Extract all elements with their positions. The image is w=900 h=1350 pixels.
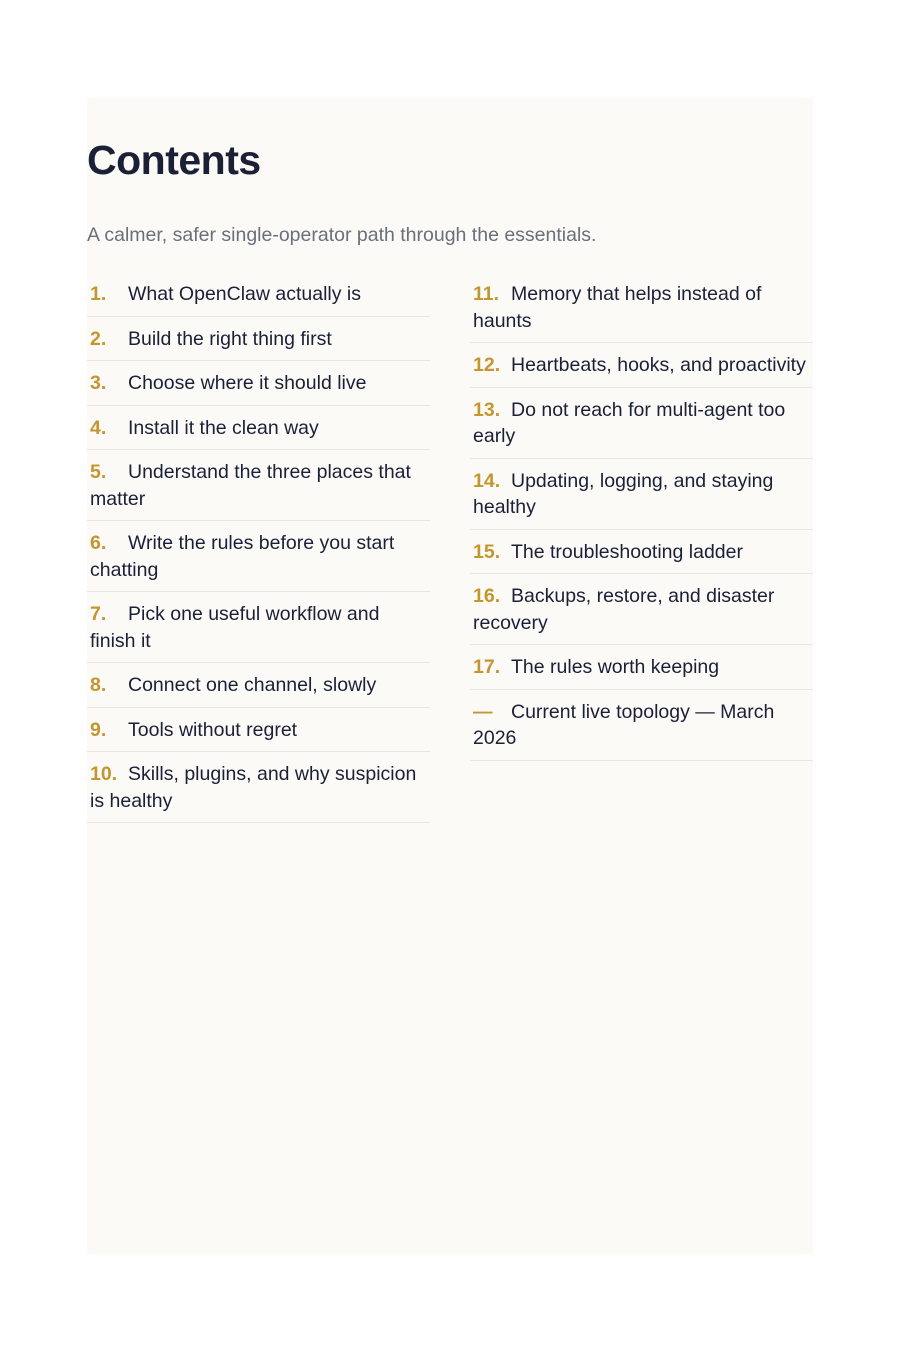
toc-item-number: 8. — [90, 674, 107, 696]
toc-item[interactable] — [87, 412, 430, 451]
toc-item[interactable] — [470, 349, 813, 388]
toc-item[interactable] — [87, 456, 430, 521]
toc-item-number: — — [473, 700, 493, 723]
toc-item[interactable] — [87, 714, 430, 753]
toc-item[interactable] — [87, 527, 430, 592]
toc-item-label: Heartbeats, hooks, and proactivity — [511, 354, 806, 376]
toc-item[interactable] — [87, 758, 430, 823]
toc-item-label: The rules worth keeping — [511, 656, 720, 678]
toc-item-number: 17. — [473, 656, 501, 678]
toc-item-number: 9. — [90, 718, 107, 741]
toc-item-label: Do not reach for multi-agent too early — [473, 398, 786, 447]
toc-item[interactable] — [470, 394, 813, 459]
toc-column-right — [470, 278, 813, 767]
toc-item-label: Skills, plugins, and why suspicion is healthy — [90, 763, 417, 812]
toc-item[interactable] — [470, 651, 813, 690]
toc-item-label: The troubleshooting ladder — [511, 540, 743, 563]
toc-item-number: 6. — [90, 532, 107, 554]
toc-item-number: 5. — [90, 461, 107, 483]
toc-item-number: 13. — [473, 398, 501, 421]
toc-item-label: Tools without regret — [128, 718, 298, 741]
page-title: Contents — [87, 137, 261, 183]
toc-item-number: 3. — [90, 372, 107, 394]
page-subtitle: A calmer, safer single-operator path through the essentials. — [87, 224, 597, 246]
toc-item-label: Memory that helps instead of haunts — [473, 283, 762, 332]
toc-item-number: 1. — [90, 283, 107, 305]
toc-item-number: 4. — [90, 416, 107, 439]
toc-item-label: Understand the three places that matter — [90, 461, 411, 510]
toc-item-number: 2. — [90, 327, 107, 350]
toc-item-number: 15. — [473, 540, 501, 563]
toc-item[interactable] — [470, 278, 813, 343]
toc-item-label: Updating, logging, and staying healthy — [473, 469, 774, 518]
toc-item-number: 10. — [90, 763, 118, 785]
toc-item-label: Backups, restore, and disaster recovery — [473, 585, 775, 634]
toc-item-label: Pick one useful workflow and finish it — [90, 603, 380, 652]
contents-panel — [87, 98, 813, 1254]
toc-item[interactable] — [470, 580, 813, 645]
toc-item[interactable] — [87, 669, 430, 708]
toc-item-label: Build the right thing first — [128, 327, 332, 350]
toc-item[interactable] — [470, 465, 813, 530]
toc-item-label: Choose where it should live — [128, 372, 367, 394]
toc-item[interactable] — [87, 367, 430, 406]
toc-item[interactable] — [470, 696, 813, 761]
toc-item[interactable] — [87, 598, 430, 663]
toc-item-label: Current live topology — March 2026 — [473, 700, 775, 749]
toc-item-number: 11. — [473, 283, 500, 305]
toc-item-label: Write the rules before you start chatting — [90, 532, 395, 581]
toc-item-label: Connect one channel, slowly — [128, 674, 377, 696]
toc-item-label: Install it the clean way — [128, 416, 319, 439]
toc-item[interactable] — [87, 323, 430, 362]
toc-item[interactable] — [470, 536, 813, 575]
toc-item[interactable] — [87, 278, 430, 317]
toc-item-number: 14. — [473, 469, 501, 492]
toc-item-label: What OpenClaw actually is — [128, 283, 362, 305]
toc-item-number: 12. — [473, 354, 501, 376]
toc-item-number: 16. — [473, 585, 501, 607]
toc-item-number: 7. — [90, 603, 107, 625]
toc-column-left — [87, 278, 430, 829]
